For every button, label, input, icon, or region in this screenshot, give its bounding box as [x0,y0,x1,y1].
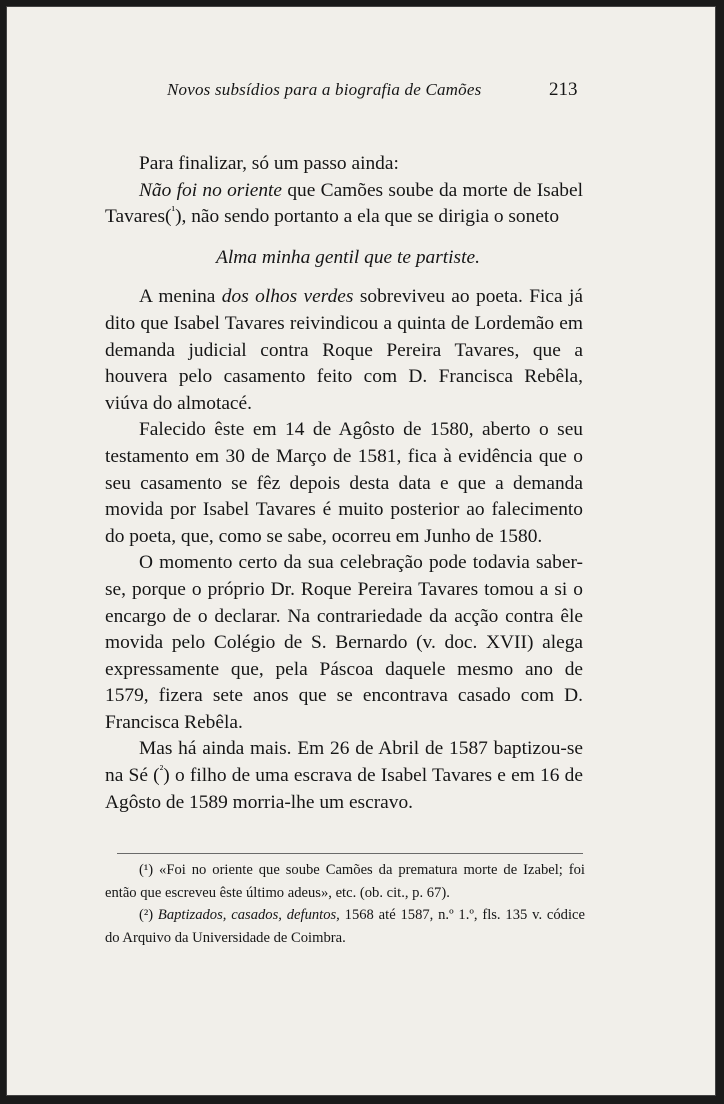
paragraph-2 [105,178,583,231]
footnotes [105,859,585,949]
footnote-2-text: 1568 até 1587, n.º 1.º, fls. 135 v. códice do Arquivo da Universidade de Coimbra. [105,907,585,946]
footnote-2-marker: (²) [139,907,154,923]
running-title: Novos subsídios para a biografia de Camões [167,80,482,99]
paragraph-3 [105,284,583,417]
paragraph-5: O momento certo da sua celebração pode todavia saber-se, porque o próprio Dr. Roque Pereira Tavares tomou a si o encargo de o declarar. Na contrariedade da acção contra êle movida pelo Colégio de S. Bernardo (v. doc. XVII) alega expressamente que, pela Páscoa daquele mesmo ano de 1579, fizera sete anos que se encontrava casado com D. Francisca Rebêla. [105,552,583,733]
emphasis-olhos-verdes: dos olhos verdes [221,286,354,308]
paragraph-6 [105,736,583,816]
sonnet-verse: Alma minha gentil que te partiste. [216,246,480,268]
main-text [105,151,583,816]
paragraph-3-text-a: A menina [139,286,222,308]
paragraph-2-text-a: que Camões soube da morte de Isabel Tavares( [105,179,583,228]
footnote-1 [105,859,585,904]
footnote-2-title: Baptizados, casados, defuntos, [157,907,340,923]
footnote-ref-1[interactable]: ¹ [171,203,176,218]
page-number: 213 [549,79,578,100]
footnote-ref-2[interactable]: ² [159,762,164,777]
paragraph-6-text-b: ) o filho de uma escrava de Isabel Tavares e em 16 de Agôsto de 1589 morria-lhe um escravo. [105,765,583,813]
emphasis-oriente: Não foi no oriente [139,179,283,201]
footnote-divider [117,853,583,854]
book-page [6,6,716,1096]
footnote-1-text: «Foi no oriente que soube Camões da prematura morte de Izabel; foi então que escreveu êste último adeus», etc. (ob. cit., p. 67). [105,862,585,901]
footnote-1-marker: (¹) [139,862,154,878]
footnote-2 [105,904,585,949]
paragraph-4: Falecido êste em 14 de Agôsto de 1580, aberto o seu testamento em 30 de Março de 1581, fica à evidência que o seu casamento se fêz depois desta data e que a demanda movida por Isabel Tavares é muito posterior ao falecimento do poeta, que, como se sabe, ocorreu em Junho de 1580. [105,419,583,547]
paragraph-3-text-b: sobreviveu ao poeta. Fica já dito que Isabel Tavares reivindicou a quinta de Lordemão em demanda judicial contra Roque Pereira Tavares, que a houvera pelo casamento feito com D. Francisca Rebêla, viúva do almotacé. [105,286,584,414]
paragraph-1: Para finalizar, só um passo ainda: [139,153,399,174]
paragraph-6-text-a: Mas há ainda mais. Em 26 de Abril de 1587 baptizou-se na Sé ( [105,738,583,787]
paragraph-2-text-b: ), não sendo portanto a ela que se dirigia o soneto [175,206,560,228]
